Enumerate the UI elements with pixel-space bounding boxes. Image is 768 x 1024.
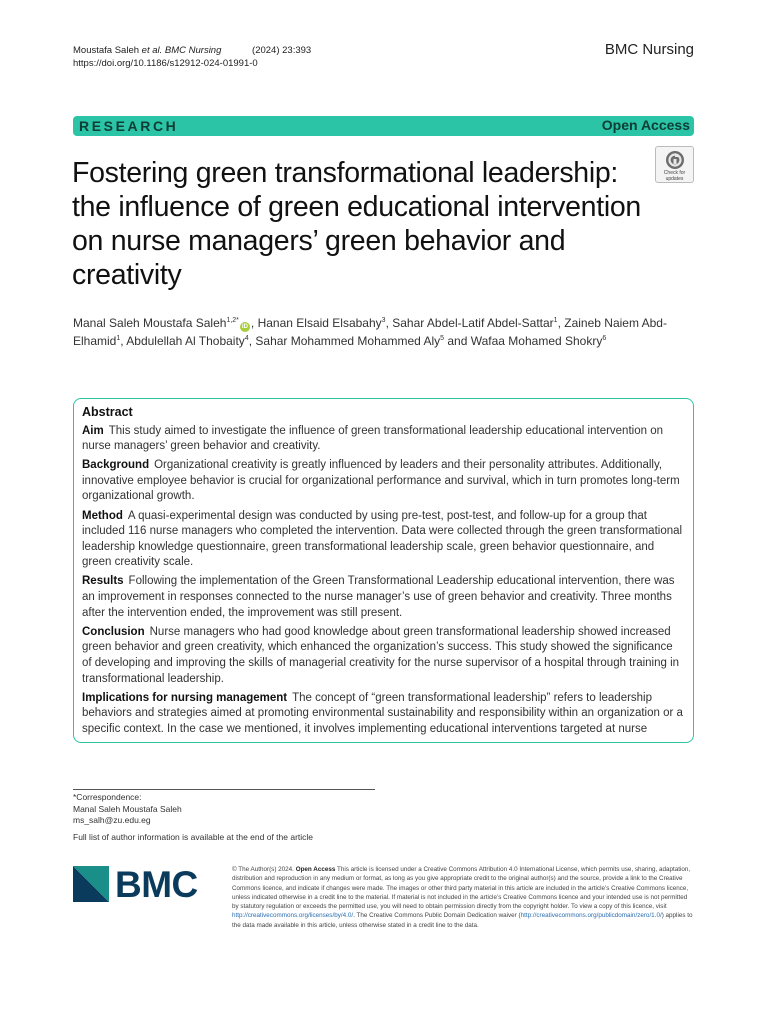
section-label: Aim (82, 424, 104, 437)
abstract-box (73, 398, 694, 743)
correspondence-name: Manal Saleh Moustafa Saleh (73, 803, 182, 814)
section-text: This study aimed to investigate the influence of green transformational leadership educational intervention on nurse managers’ green behavior and creativity. (82, 424, 663, 453)
author-name[interactable]: , Zaineb Naiem Abd-Elhamid (73, 316, 667, 348)
citation-year-volume: (2024) 23:393 (252, 45, 312, 56)
affiliation-sup: 1,2* (226, 317, 239, 324)
citation-line (73, 44, 311, 57)
bmc-logo-mark (73, 866, 109, 902)
author-name[interactable]: and Wafaa Mohamed Shokry (444, 333, 603, 348)
license-open-access: Open Access (295, 866, 336, 873)
article-title: Fostering green transformational leadership: the influence of green educational intervention on nurse managers’ green behavior and creativity (72, 157, 641, 291)
abstract-section-implications (82, 691, 685, 738)
correspondence-email[interactable]: ms_salh@zu.edu.eg (73, 815, 151, 825)
abstract-section-method (82, 509, 685, 571)
article-type-label: RESEARCH (79, 118, 179, 134)
affiliation-sup: 4 (244, 334, 249, 342)
doi-link[interactable]: https://doi.org/10.1186/s12912-024-01991-0 (73, 58, 258, 69)
check-for-updates-label: Check for updates (663, 170, 686, 182)
author-info-note: Full list of author information is available at the end of the article (73, 832, 314, 842)
bmc-logo[interactable] (73, 865, 218, 905)
section-text: Organizational creativity is greatly influenced by leaders and their personality attributes. Additionally, innovative employee behavior is crucial for organizational performance and survival, which in turn promotes long-term organizational growth. (82, 459, 680, 503)
author-list (73, 315, 673, 350)
author-name[interactable]: , Hanan Elsaid Elsabahy (250, 316, 382, 330)
check-for-updates-badge[interactable] (655, 146, 694, 183)
abstract-section-results (82, 574, 685, 621)
journal-name: BMC Nursing (604, 41, 694, 58)
section-label: Implications for nursing management (82, 691, 288, 704)
author-name[interactable]: , Sahar Abdel-Latif Abdel-Sattar (385, 316, 554, 330)
open-access-label: Open Access (601, 117, 690, 133)
citation-etal-journal: et al. BMC Nursing (141, 45, 222, 56)
abstract-heading: Abstract (82, 405, 133, 419)
section-text: A quasi-experimental design was conducted by using pre-test, post-test, and follow-up for a group that included 116 nurse managers who completed the intervention. Data were collected through the green transformational leadership knowledge questionnaire, green transformational leadership scale, green behavior questionnaire, and green creativity scale. (82, 509, 683, 569)
cc-zero-link[interactable]: http://creativecommons.org/publicdomain/zero/1.0/ (520, 912, 662, 920)
section-text: The concept of “green transformational leadership” refers to leadership behaviors and strategies aimed at promoting environmental sustainability and responsibility within an organization or a specific context. In the case we mentioned, it involves implementing educational interventions targeted at nurse (82, 691, 683, 735)
author-name[interactable]: , Abdulellah Al Thobaity (120, 333, 245, 348)
citation-header (73, 44, 311, 70)
section-label: Method (82, 509, 123, 522)
correspondence-block (73, 792, 182, 827)
affiliation-sup: 1 (553, 317, 558, 324)
check-for-updates-icon (665, 150, 685, 170)
affiliation-sup: 3 (381, 317, 386, 324)
affiliation-sup: 1 (116, 334, 121, 342)
correspondence-label: *Correspondence: (73, 792, 142, 802)
article-type-band (73, 116, 694, 136)
abstract-section-background (82, 458, 685, 505)
orcid-icon[interactable]: iD (241, 324, 248, 330)
bmc-logo-text: BMC (115, 864, 198, 905)
section-label: Background (82, 459, 150, 472)
license-text: © The Author(s) 2024. Open Access This article is licensed under a Creative Commons Attribution 4.0 International License, which permits use, sharing, adaptation, distribution and reproduction in any medium or format, as long as you give appropriate credit to the original author(s) and the source, provide a link to the Creative Commons licence, and indicate if changes were made. The images or other third party material in this article are included in the article’s Creative Commons licence, unless indicated otherwise in a credit line to the material. If material is not included in the article’s Creative Commons licence and your intended use is not permitted by statutory regulation or exceeds the permitted use, you will need to obtain permission directly from the copyright holder. To view a copy of this licence, visit http://creativecommons.org/licenses/by/4.0/. The Creative Commons Public Domain Dedication waiver (http://creativecommons.org/publicdomain/zero/1.0/) applies to the data made available in this article, unless otherwise stated in a credit line to the data. (232, 866, 693, 929)
cc-by-link[interactable]: http://creativecommons.org/licenses/by/4.0/ (232, 912, 354, 920)
abstract-section-aim (82, 424, 685, 455)
affiliation-sup: 6 (602, 334, 607, 342)
author-name[interactable]: Manal Saleh Moustafa Saleh (73, 316, 227, 330)
section-text: Following the implementation of the Green Transformational Leadership educational intervention, there was an improvement in responses connected to the nurse manager’s use of green behavior and creativity. Three months after the intervention ended, the improvement was still present. (82, 575, 675, 619)
affiliation-sup: 5 (440, 334, 445, 342)
footnote-divider (73, 789, 375, 790)
author-name[interactable]: , Sahar Mohammed Mohammed Aly (248, 333, 441, 348)
abstract-section-conclusion (82, 625, 685, 687)
section-label: Conclusion (82, 625, 145, 638)
section-text: Nurse managers who had good knowledge about green transformational leadership showed increased green behavior and green creativity, which enhanced the organization’s success. This study showed the significance of developing and improving the skills of managerial creativity for the nurse supervisor of a hospital through training in transformational leadership. (82, 625, 680, 685)
section-label: Results (82, 575, 124, 588)
abstract-content (74, 399, 693, 737)
citation-author: Moustafa Saleh (73, 45, 140, 56)
